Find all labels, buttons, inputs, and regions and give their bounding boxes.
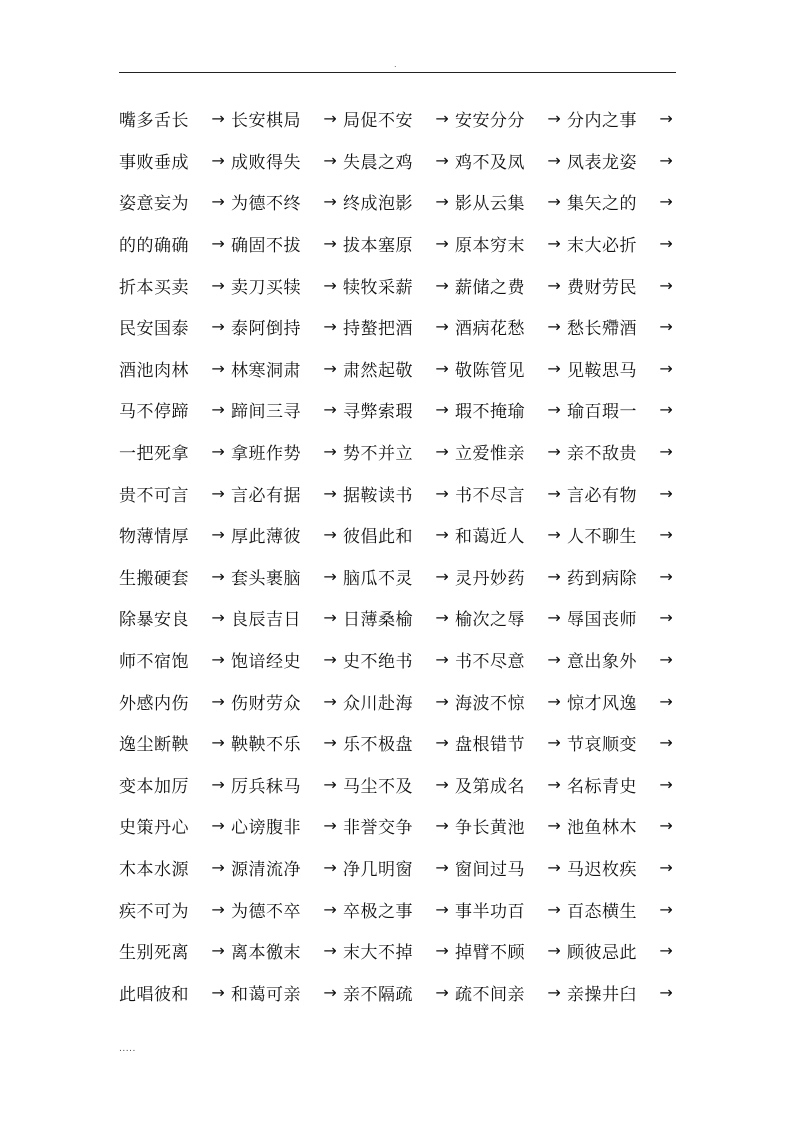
arrow-icon: → [323, 192, 337, 212]
arrow-icon: → [323, 857, 337, 877]
arrow-icon: → [547, 733, 561, 753]
arrow-icon: → [435, 608, 449, 628]
arrow-icon: → [547, 483, 561, 503]
arrow-icon: → [435, 857, 449, 877]
arrow-icon: → [547, 941, 561, 961]
arrow-icon: → [211, 608, 225, 628]
arrow-icon: → [659, 857, 673, 877]
idiom: 外感内伤 [119, 693, 189, 714]
idiom: 套头裹脑 [231, 568, 301, 589]
arrow-icon: → [547, 774, 561, 794]
idiom: 分内之事 [567, 111, 637, 132]
arrow-icon: → [659, 317, 673, 337]
arrow-icon: → [659, 109, 673, 129]
arrow-icon: → [211, 899, 225, 919]
arrow-icon: → [659, 275, 673, 295]
idiom: 亲不隔疏 [343, 984, 413, 1005]
arrow-icon: → [211, 733, 225, 753]
idiom: 众川赴海 [343, 693, 413, 714]
idiom: 生别死离 [119, 943, 189, 964]
idiom: 为德不卒 [231, 901, 301, 922]
idiom: 折本买卖 [119, 277, 189, 298]
arrow-icon: → [211, 941, 225, 961]
idiom: 林寒洞肃 [231, 360, 301, 381]
idiom: 疾不可为 [119, 901, 189, 922]
arrow-icon: → [323, 358, 337, 378]
idiom: 终成泡影 [343, 194, 413, 215]
idiom: 费财劳民 [567, 277, 637, 298]
arrow-icon: → [659, 358, 673, 378]
chain-row [119, 680, 679, 722]
idiom: 离本徼末 [231, 943, 301, 964]
chain-row [119, 888, 679, 930]
chain-row [119, 264, 679, 306]
idiom: 心谤腹非 [231, 818, 301, 839]
idiom: 非誉交争 [343, 818, 413, 839]
arrow-icon: → [547, 192, 561, 212]
arrow-icon: → [211, 650, 225, 670]
chain-row [119, 556, 679, 598]
arrow-icon: → [211, 566, 225, 586]
arrow-icon: → [211, 109, 225, 129]
arrow-icon: → [659, 150, 673, 170]
arrow-icon: → [211, 275, 225, 295]
arrow-icon: → [323, 774, 337, 794]
idiom: 物薄情厚 [119, 527, 189, 548]
chain-row [119, 472, 679, 514]
arrow-icon: → [435, 109, 449, 129]
arrow-icon: → [547, 691, 561, 711]
idiom: 凤表龙姿 [567, 152, 637, 173]
arrow-icon: → [435, 982, 449, 1002]
arrow-icon: → [659, 608, 673, 628]
idiom: 民安国泰 [119, 319, 189, 340]
idiom: 净几明窗 [343, 859, 413, 880]
idiom: 除暴安良 [119, 610, 189, 631]
idiom: 亲操井臼 [567, 984, 637, 1005]
chain-row [119, 98, 679, 140]
idiom: 肃然起敬 [343, 360, 413, 381]
idiom: 立爱惟亲 [455, 444, 525, 465]
arrow-icon: → [435, 234, 449, 254]
idiom: 长安棋局 [231, 111, 301, 132]
arrow-icon: → [211, 857, 225, 877]
arrow-icon: → [659, 192, 673, 212]
idiom: 拿班作势 [231, 444, 301, 465]
arrow-icon: → [211, 525, 225, 545]
arrow-icon: → [323, 650, 337, 670]
idiom: 言必有物 [567, 485, 637, 506]
idiom: 书不尽言 [455, 485, 525, 506]
arrow-icon: → [211, 317, 225, 337]
arrow-icon: → [659, 650, 673, 670]
chain-row [119, 348, 679, 390]
arrow-icon: → [547, 400, 561, 420]
idiom: 乐不极盘 [343, 735, 413, 756]
idiom: 池鱼林木 [567, 818, 637, 839]
arrow-icon: → [323, 234, 337, 254]
arrow-icon: → [547, 816, 561, 836]
arrow-icon: → [435, 774, 449, 794]
chain-row [119, 306, 679, 348]
idiom: 卒极之事 [343, 901, 413, 922]
arrow-icon: → [435, 566, 449, 586]
idiom: 海波不惊 [455, 693, 525, 714]
arrow-icon: → [211, 192, 225, 212]
idiom: 一把死拿 [119, 444, 189, 465]
idiom: 势不并立 [343, 444, 413, 465]
arrow-icon: → [547, 358, 561, 378]
idiom: 卖刀买犊 [231, 277, 301, 298]
arrow-icon: → [659, 899, 673, 919]
footer-mark: ..... [119, 1044, 136, 1054]
arrow-icon: → [323, 733, 337, 753]
idiom: 事败垂成 [119, 152, 189, 173]
idiom: 事半功百 [455, 901, 525, 922]
idiom: 榆次之辱 [455, 610, 525, 631]
idiom: 史策丹心 [119, 818, 189, 839]
idiom: 影从云集 [455, 194, 525, 215]
idiom: 见鞍思马 [567, 360, 637, 381]
idiom: 据鞍读书 [343, 485, 413, 506]
chain-row [119, 431, 679, 473]
arrow-icon: → [323, 899, 337, 919]
idiom: 窗间过马 [455, 859, 525, 880]
chain-row [119, 930, 679, 972]
arrow-icon: → [547, 650, 561, 670]
idiom: 节哀顺变 [567, 735, 637, 756]
idiom: 良辰吉日 [231, 610, 301, 631]
arrow-icon: → [323, 483, 337, 503]
idiom: 饱谙经史 [231, 652, 301, 673]
arrow-icon: → [435, 650, 449, 670]
idiom: 瑕不掩瑜 [455, 402, 525, 423]
idiom: 马迟枚疾 [567, 859, 637, 880]
idiom: 集矢之的 [567, 194, 637, 215]
idiom: 安安分分 [455, 111, 525, 132]
idiom: 厉兵秣马 [231, 776, 301, 797]
arrow-icon: → [323, 608, 337, 628]
idiom: 厚此薄彼 [231, 527, 301, 548]
idiom: 师不宿饱 [119, 652, 189, 673]
idiom: 末大必折 [567, 236, 637, 257]
arrow-icon: → [211, 442, 225, 462]
arrow-icon: → [659, 483, 673, 503]
idiom: 蹄间三寻 [231, 402, 301, 423]
arrow-icon: → [659, 234, 673, 254]
chain-row [119, 140, 679, 182]
idiom: 愁长殢酒 [567, 319, 637, 340]
arrow-icon: → [323, 816, 337, 836]
idiom: 书不尽意 [455, 652, 525, 673]
arrow-icon: → [435, 525, 449, 545]
arrow-icon: → [547, 317, 561, 337]
arrow-icon: → [435, 733, 449, 753]
idiom: 人不聊生 [567, 527, 637, 548]
arrow-icon: → [547, 525, 561, 545]
idiom: 敬陈管见 [455, 360, 525, 381]
idiom: 盘根错节 [455, 735, 525, 756]
arrow-icon: → [323, 400, 337, 420]
chain-row [119, 389, 679, 431]
arrow-icon: → [435, 150, 449, 170]
arrow-icon: → [547, 982, 561, 1002]
arrow-icon: → [435, 358, 449, 378]
idiom: 鸡不及凤 [455, 152, 525, 173]
chain-row [119, 847, 679, 889]
header-rule [119, 72, 676, 73]
idiom: 惊才风逸 [567, 693, 637, 714]
arrow-icon: → [659, 566, 673, 586]
idiom: 亲不敌贵 [567, 444, 637, 465]
idiom: 言必有据 [231, 485, 301, 506]
idiom: 拔本塞原 [343, 236, 413, 257]
idiom: 史不绝书 [343, 652, 413, 673]
arrow-icon: → [211, 691, 225, 711]
arrow-icon: → [323, 317, 337, 337]
idiom: 和蔼可亲 [231, 984, 301, 1005]
arrow-icon: → [547, 150, 561, 170]
arrow-icon: → [547, 442, 561, 462]
arrow-icon: → [659, 442, 673, 462]
chain-row [119, 514, 679, 556]
idiom: 百态横生 [567, 901, 637, 922]
arrow-icon: → [323, 691, 337, 711]
idiom: 寻弊索瑕 [343, 402, 413, 423]
idiom: 成败得失 [231, 152, 301, 173]
chain-row [119, 597, 679, 639]
idiom: 变本加厉 [119, 776, 189, 797]
arrow-icon: → [435, 483, 449, 503]
idiom: 名标青史 [567, 776, 637, 797]
arrow-icon: → [211, 483, 225, 503]
arrow-icon: → [659, 941, 673, 961]
chain-row [119, 805, 679, 847]
arrow-icon: → [435, 317, 449, 337]
chain-row [119, 639, 679, 681]
idiom: 泰阿倒持 [231, 319, 301, 340]
arrow-icon: → [659, 400, 673, 420]
idiom: 失晨之鸡 [343, 152, 413, 173]
idiom: 逸尘断鞅 [119, 735, 189, 756]
idiom: 持螯把酒 [343, 319, 413, 340]
idiom: 伤财劳众 [231, 693, 301, 714]
idiom: 末大不掉 [343, 943, 413, 964]
idiom: 原本穷末 [455, 236, 525, 257]
arrow-icon: → [435, 400, 449, 420]
idiom: 鞅鞅不乐 [231, 735, 301, 756]
idiom: 药到病除 [567, 568, 637, 589]
idiom: 辱国丧师 [567, 610, 637, 631]
arrow-icon: → [323, 150, 337, 170]
idiom: 脑瓜不灵 [343, 568, 413, 589]
arrow-icon: → [435, 691, 449, 711]
idiom: 顾彼忌此 [567, 943, 637, 964]
arrow-icon: → [659, 691, 673, 711]
arrow-icon: → [435, 899, 449, 919]
arrow-icon: → [547, 608, 561, 628]
chain-row [119, 181, 679, 223]
idiom: 的的确确 [119, 236, 189, 257]
arrow-icon: → [547, 857, 561, 877]
arrow-icon: → [323, 442, 337, 462]
arrow-icon: → [547, 275, 561, 295]
idiom: 掉臂不顾 [455, 943, 525, 964]
arrow-icon: → [211, 982, 225, 1002]
chain-row [119, 971, 679, 1013]
arrow-icon: → [211, 816, 225, 836]
idiom: 酒池肉林 [119, 360, 189, 381]
arrow-icon: → [211, 774, 225, 794]
idiom: 日薄桑榆 [343, 610, 413, 631]
idiom: 薪储之费 [455, 277, 525, 298]
idiom: 确固不拔 [231, 236, 301, 257]
arrow-icon: → [435, 816, 449, 836]
header-mark: . [394, 60, 397, 69]
chain-row [119, 722, 679, 764]
idiom: 疏不间亲 [455, 984, 525, 1005]
idiom: 嘴多舌长 [119, 111, 189, 132]
arrow-icon: → [435, 941, 449, 961]
idiom: 灵丹妙药 [455, 568, 525, 589]
idiom: 及第成名 [455, 776, 525, 797]
idiom: 意出象外 [567, 652, 637, 673]
idiom-chain [119, 98, 679, 1013]
arrow-icon: → [659, 816, 673, 836]
arrow-icon: → [323, 982, 337, 1002]
arrow-icon: → [659, 774, 673, 794]
idiom: 源清流净 [231, 859, 301, 880]
idiom: 贵不可言 [119, 485, 189, 506]
arrow-icon: → [211, 150, 225, 170]
arrow-icon: → [323, 566, 337, 586]
idiom: 瑜百瑕一 [567, 402, 637, 423]
idiom: 生搬硬套 [119, 568, 189, 589]
idiom: 争长黄池 [455, 818, 525, 839]
idiom: 此唱彼和 [119, 984, 189, 1005]
arrow-icon: → [547, 109, 561, 129]
arrow-icon: → [659, 733, 673, 753]
idiom: 姿意妄为 [119, 194, 189, 215]
arrow-icon: → [659, 525, 673, 545]
arrow-icon: → [435, 275, 449, 295]
arrow-icon: → [547, 566, 561, 586]
idiom: 马尘不及 [343, 776, 413, 797]
chain-row [119, 223, 679, 265]
arrow-icon: → [547, 234, 561, 254]
idiom: 犊牧采薪 [343, 277, 413, 298]
idiom: 木本水源 [119, 859, 189, 880]
arrow-icon: → [323, 109, 337, 129]
arrow-icon: → [323, 275, 337, 295]
arrow-icon: → [211, 400, 225, 420]
idiom: 局促不安 [343, 111, 413, 132]
idiom: 为德不终 [231, 194, 301, 215]
chain-row [119, 764, 679, 806]
arrow-icon: → [323, 525, 337, 545]
arrow-icon: → [323, 941, 337, 961]
arrow-icon: → [435, 192, 449, 212]
arrow-icon: → [659, 982, 673, 1002]
idiom: 彼倡此和 [343, 527, 413, 548]
arrow-icon: → [211, 234, 225, 254]
idiom: 马不停蹄 [119, 402, 189, 423]
arrow-icon: → [547, 899, 561, 919]
idiom: 酒病花愁 [455, 319, 525, 340]
idiom: 和蔼近人 [455, 527, 525, 548]
arrow-icon: → [211, 358, 225, 378]
arrow-icon: → [435, 442, 449, 462]
